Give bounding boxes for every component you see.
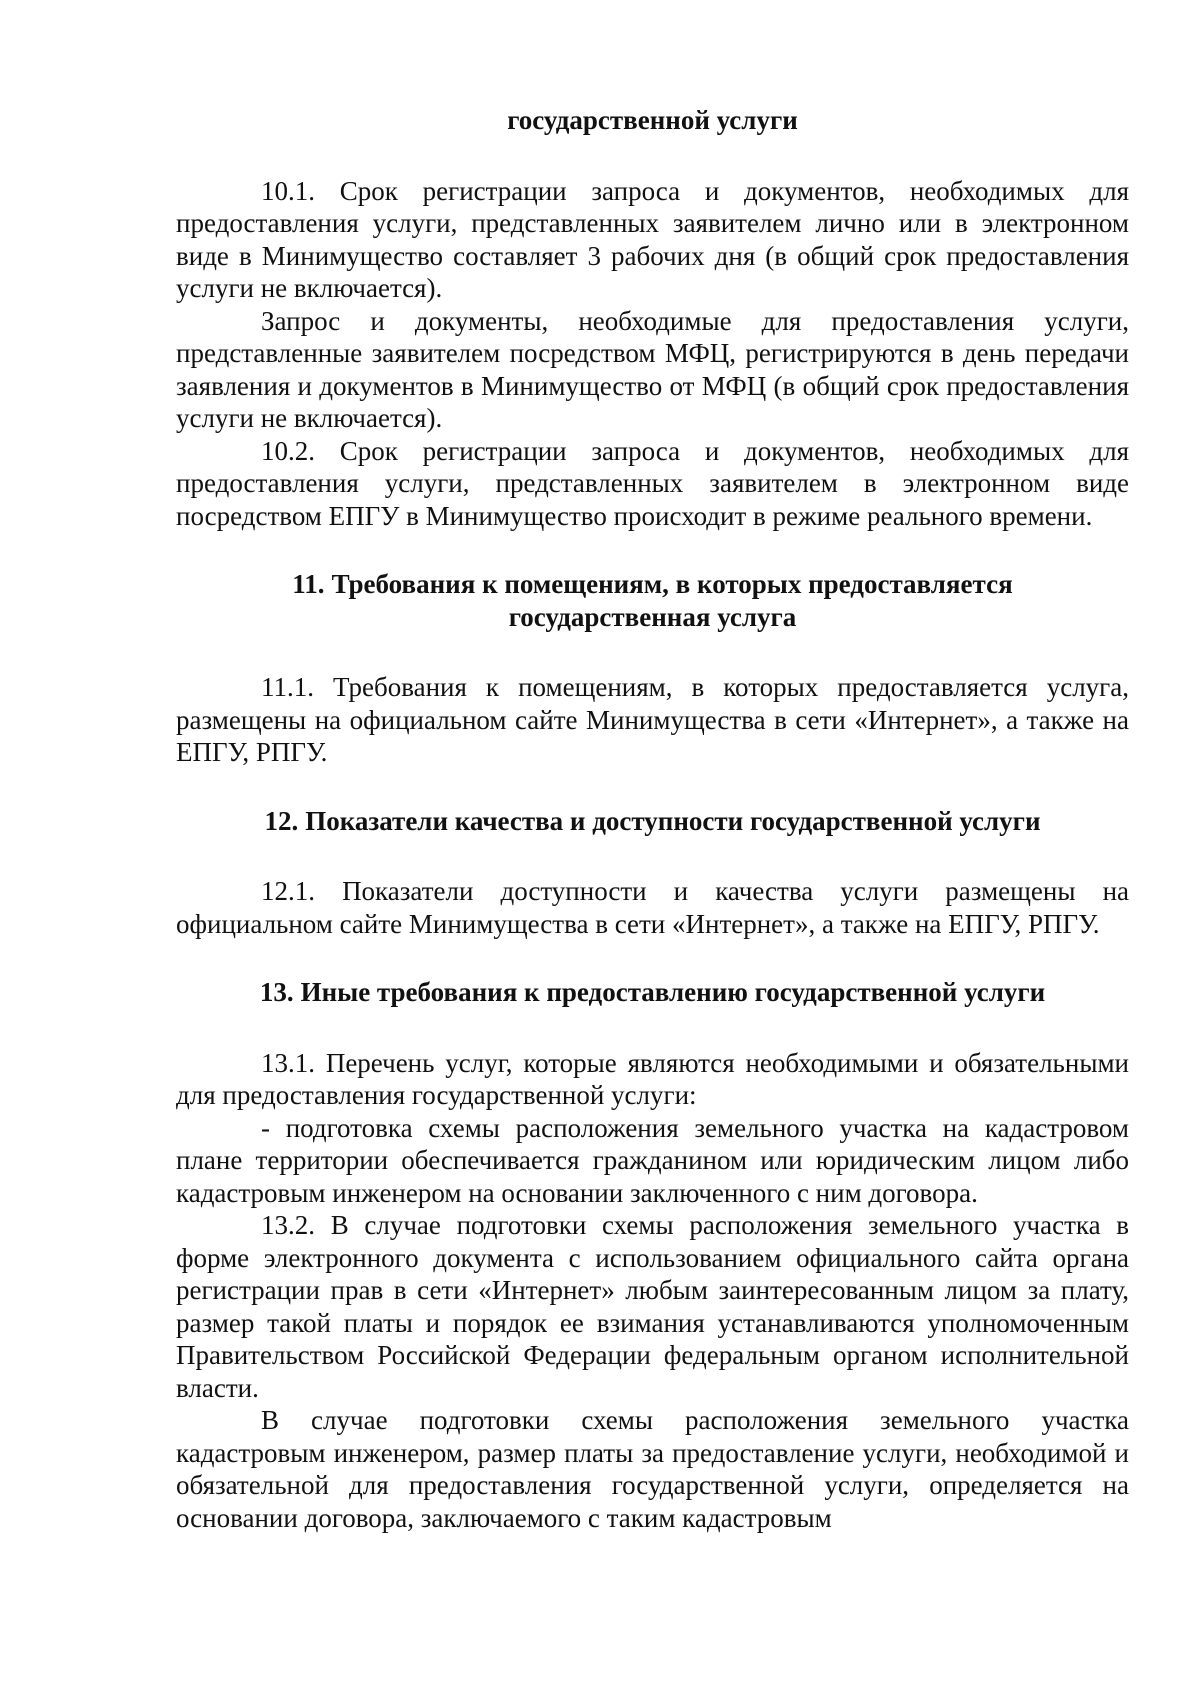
paragraph-10-2: 10.2. Срок регистрации запроса и документов, необходимых для предоставления услуги, представленных заявителем в электронном виде посредством ЕПГУ в Минимущество происходит в режиме реального времени. [176, 435, 1129, 531]
section-12-title: Показатели качества и доступности государственной услуги [305, 805, 1041, 836]
paragraph-10-1: 10.1. Срок регистрации запроса и документов, необходимых для предоставления услуги, представленных заявителем лично или в электронном виде в Минимущество составляет 3 рабочих дня (в общий срок предоставления услуги не включается). [176, 175, 1129, 303]
section-12-number: 12. [264, 805, 299, 836]
paragraph-10-1-continued: Запрос и документы, необходимые для предоставления услуги, представленные заявителем посредством МФЦ, регистрируются в день передачи заявления и документов в Минимущество от МФЦ (в общий срок предоставления услуги не включается). [176, 305, 1129, 433]
paragraph-13-2-continued: В случае подготовки схемы расположения земельного участка кадастровым инженером, размер платы за предоставление услуги, необходимой и обязательной для предоставления государственной услуги, определяется на основании договора, заключаемого с таким кадастровым [176, 1405, 1129, 1533]
section-11-title-line2: государственная услуга [508, 601, 797, 632]
section-10-heading-tail: государственной услуги [507, 105, 798, 135]
section-13-title: Иные требования к предоставлению государственной услуги [300, 977, 1046, 1007]
section-13-number: 13. [259, 977, 294, 1007]
paragraph-13-2: 13.2. В случае подготовки схемы расположения земельного участка в форме электронного документа с использованием официального сайта органа регистрации прав в сети «Интернет» любым заинтересованным лицом за плату, размер такой платы и порядок ее взимания устанавливаются уполномоченным Правительством Российской Федерации федеральным органом исполнительной власти. [176, 1210, 1129, 1403]
section-13-heading [176, 976, 1129, 1009]
section-12-heading [176, 805, 1129, 838]
paragraph-11-1: 11.1. Требования к помещениям, в которых предоставляется услуга, размещены на официальном сайте Минимущества в сети «Интернет», а также на ЕПГУ, РПГУ. [176, 672, 1129, 767]
section-11-title-line1: Требования к помещениям, в которых предоставляется [331, 569, 1013, 599]
section-12-body [176, 875, 1129, 940]
section-11-number: 11. [292, 569, 325, 599]
paragraph-13-1: 13.1. Перечень услуг, которые являются необходимыми и обязательными для предоставления государственной услуги: [176, 1047, 1129, 1110]
section-13-body [176, 1047, 1129, 1535]
section-10-body [176, 175, 1129, 533]
document-page [176, 104, 1129, 1534]
paragraph-12-1: 12.1. Показатели доступности и качества услуги размещены на официальном сайте Минимущества в сети «Интернет», а также на ЕПГУ, РПГУ. [176, 876, 1129, 939]
section-11-body [176, 671, 1129, 769]
section-11-heading [176, 568, 1129, 633]
paragraph-13-1-item: - подготовка схемы расположения земельного участка на кадастровом плане территории обеспечивается гражданином или юридическим лицом либо кадастровым инженером на основании заключенного с ним договора. [176, 1112, 1129, 1208]
